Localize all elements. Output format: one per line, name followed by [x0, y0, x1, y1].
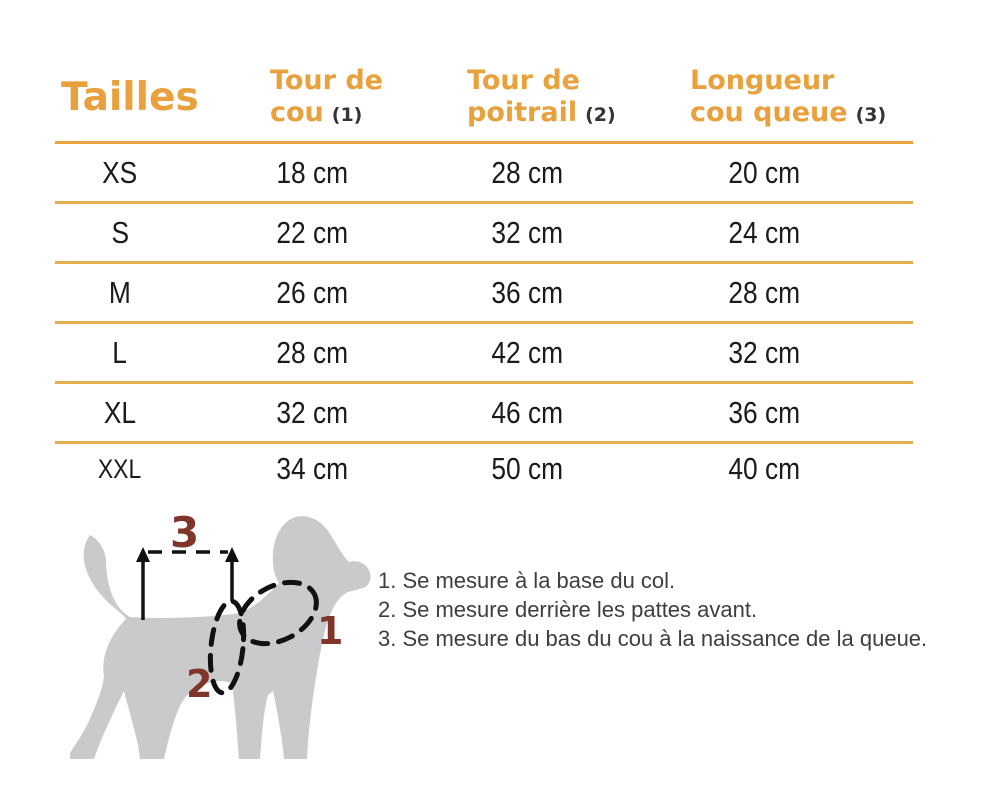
- note-line-2: 2. Se mesure derrière les pattes avant.: [378, 597, 758, 622]
- table-row: [55, 264, 913, 324]
- header-line2: cou (1): [270, 97, 363, 128]
- size-table: [55, 55, 913, 494]
- tour-de-cou-value: 26 cm: [276, 274, 349, 310]
- table-row: [55, 444, 913, 494]
- tour-de-cou-value: 28 cm: [276, 334, 349, 370]
- size-label: L: [112, 334, 128, 370]
- size-label: M: [109, 274, 131, 310]
- table-title: Tailles: [61, 75, 199, 120]
- header-note-1: (1): [331, 104, 363, 126]
- size-label: XL: [103, 394, 137, 430]
- note-line-3: 3. Se mesure du bas du cou à la naissance de la queue.: [378, 626, 928, 651]
- longueur-cou-queue-value: 20 cm: [728, 154, 800, 190]
- longueur-cou-queue-value: 24 cm: [728, 214, 800, 250]
- table-row: [55, 204, 913, 264]
- size-label: XS: [102, 154, 138, 190]
- header-line2: poitrail (2): [467, 97, 616, 128]
- tour-de-poitrail-value: 36 cm: [491, 274, 564, 310]
- table-row: [55, 384, 913, 444]
- table-header-row: [55, 55, 913, 144]
- marker-back-label: 3: [170, 508, 200, 557]
- tour-de-cou-value: 32 cm: [276, 394, 349, 430]
- table-row: [55, 324, 913, 384]
- header-line1: Longueur: [690, 65, 835, 96]
- longueur-cou-queue-value: 40 cm: [728, 451, 800, 486]
- longueur-cou-queue-value: 36 cm: [728, 394, 800, 430]
- marker-chest-label: 2: [186, 662, 213, 706]
- column-header-tour-de-cou: [185, 55, 440, 141]
- header-line1: Tour de: [270, 65, 383, 96]
- tour-de-cou-value: 22 cm: [276, 214, 349, 250]
- size-label: S: [111, 214, 129, 250]
- longueur-cou-queue-value: 28 cm: [728, 274, 800, 310]
- table-row: [55, 144, 913, 204]
- tour-de-poitrail-value: 28 cm: [491, 154, 564, 190]
- measurement-notes: [378, 566, 927, 653]
- size-label: XXL: [98, 453, 142, 484]
- longueur-cou-queue-value: 32 cm: [728, 334, 800, 370]
- header-note-2: (2): [585, 104, 616, 126]
- marker-neck-label: 1: [317, 609, 344, 653]
- dog-measurement-diagram: [60, 505, 400, 800]
- header-note-3: (3): [855, 104, 887, 126]
- tour-de-poitrail-value: 32 cm: [491, 214, 564, 250]
- column-header-longueur-cou-queue: [615, 55, 913, 141]
- header-line1: Tour de: [467, 65, 580, 96]
- note-line-1: 1. Se mesure à la base du col.: [378, 568, 676, 593]
- header-line2: cou queue (3): [690, 97, 887, 128]
- tour-de-poitrail-value: 46 cm: [491, 394, 564, 430]
- tour-de-cou-value: 34 cm: [276, 451, 349, 486]
- tour-de-poitrail-value: 50 cm: [491, 451, 564, 486]
- column-header-tour-de-poitrail: [440, 55, 615, 141]
- tour-de-cou-value: 18 cm: [276, 154, 349, 190]
- tour-de-poitrail-value: 42 cm: [491, 334, 564, 370]
